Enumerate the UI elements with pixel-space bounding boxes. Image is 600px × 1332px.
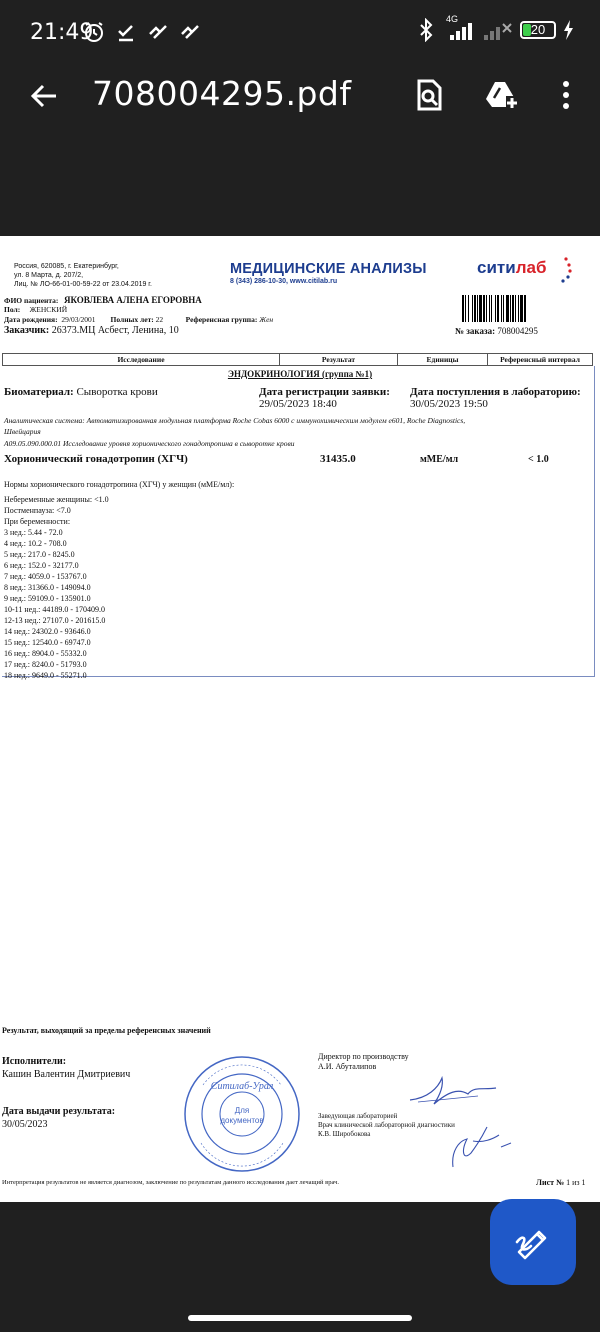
test-units: мМЕ/мл — [420, 454, 459, 465]
norm-line: 3 нед.: 5.44 - 72.0 — [4, 528, 63, 537]
address-line: ул. 8 Марта, д. 207/2, — [14, 272, 84, 279]
app-bar — [0, 64, 600, 128]
order-value: 708004295 — [497, 326, 538, 336]
biomaterial-label: Биоматериал: — [4, 386, 74, 398]
stamp-for: Для — [234, 1106, 250, 1115]
norm-line: 4 нед.: 10.2 - 708.0 — [4, 539, 67, 548]
citilab-logo — [477, 258, 546, 278]
performer-name: Кашин Валентин Дмитриевич — [2, 1069, 131, 1080]
network-type: 4G — [446, 14, 459, 24]
ref-group-value: Жен — [259, 315, 274, 324]
biomaterial-row — [4, 386, 158, 398]
test-name: Хорионический гонадотропин (ХГЧ) — [4, 453, 188, 465]
bluetooth-icon — [418, 18, 436, 42]
arrival-date-block — [410, 386, 581, 410]
edit-fab-button[interactable] — [490, 1199, 576, 1285]
file-title: 708004295.pdf — [92, 74, 352, 113]
disclaimer: Интерпретация результатов не является диагнозом, заключение по результатам данного исследования дает лечащий врач. — [2, 1179, 339, 1186]
biomaterial-value: Сыворотка крови — [76, 386, 158, 398]
director-block — [318, 1052, 409, 1072]
dob-value: 29/03/2001 — [61, 315, 96, 324]
back-arrow-icon[interactable] — [26, 78, 62, 114]
sheet-num: 1 — [566, 1178, 571, 1187]
norm-line: 17 нед.: 8240.0 - 51793.0 — [4, 660, 87, 669]
out-of-range-note: Результат, выходящий за пределы референсных значений — [2, 1026, 211, 1035]
head-block — [318, 1112, 455, 1139]
lab-stamp — [183, 1055, 301, 1173]
column-header: Единицы — [398, 354, 488, 365]
head-signature — [443, 1121, 513, 1171]
section-title: ЭНДОКРИНОЛОГИЯ (группа №1) — [227, 369, 373, 379]
arrival-value: 30/05/2023 19:50 — [410, 398, 488, 410]
sheet-number — [536, 1178, 586, 1187]
head-title-2: Врач клинической лабораторной диагностики — [318, 1121, 455, 1129]
test-reference: < 1.0 — [528, 454, 549, 465]
patient-name-row — [4, 295, 202, 305]
order-label: № заказа: — [455, 326, 496, 336]
head-title: Заведующая лабораторией — [318, 1112, 398, 1120]
issue-date-value: 30/05/2023 — [2, 1119, 48, 1130]
analytic-system-cont: Швейцария — [4, 427, 41, 436]
order-number — [455, 326, 538, 336]
customer-label: Заказчик: — [4, 325, 50, 336]
dob-label: Дата рождения: — [4, 315, 58, 324]
battery-icon — [520, 21, 556, 39]
norm-line: 5 нед.: 217.0 - 8245.0 — [4, 550, 75, 559]
header-contacts: 8 (343) 286-10-30, www.citilab.ru — [230, 278, 338, 285]
results-table-header — [2, 353, 593, 366]
reg-date-value: 29/05/2023 18:40 — [259, 398, 337, 410]
logo-text-accent: лаб — [515, 258, 547, 277]
sheet-label: Лист № — [536, 1178, 565, 1187]
sex-label: Пол: — [4, 305, 21, 314]
barcode — [462, 295, 550, 322]
sheet-total: 1 — [581, 1178, 586, 1187]
battery-level: 20 — [530, 22, 546, 37]
reg-date-block — [259, 386, 390, 410]
director-signature — [408, 1074, 498, 1110]
age-label: Полных лет: — [110, 315, 154, 324]
norm-line: 14 нед.: 24302.0 - 93646.0 — [4, 627, 91, 636]
patient-name: ЯКОВЛЕВА АЛЕНА ЕГОРОВНА — [64, 295, 202, 305]
column-header: Референсный интервал — [500, 355, 580, 364]
status-time: 21:49 — [30, 20, 94, 45]
arrival-label: Дата поступления в лабораторию: — [410, 386, 581, 398]
signal-icon — [442, 14, 476, 42]
search-document-icon[interactable] — [412, 78, 446, 112]
download-done-icon — [114, 20, 138, 44]
address-line: Россия, 620085, г. Екатеринбург, — [14, 263, 119, 270]
dob-row — [4, 315, 273, 324]
charging-icon — [562, 19, 574, 41]
norm-line: Небеременные женщины: <1.0 — [4, 495, 109, 504]
column-header: Результат — [280, 354, 398, 365]
sheet-of: из — [572, 1178, 580, 1187]
address-line: Лиц. № ЛО-66-01-00-59-22 от 23.04.2019 г. — [14, 281, 152, 288]
edit-pen-icon — [513, 1222, 553, 1262]
customer-value: 26373.МЦ Асбест, Ленина, 10 — [51, 325, 179, 336]
add-to-drive-icon[interactable] — [484, 78, 518, 112]
norm-line: 18 нед.: 9649.0 - 55271.0 — [4, 671, 87, 680]
alarm-icon — [82, 20, 106, 44]
norm-line: Нормы хорионического гонадотропина (ХГЧ) у женщин (мМЕ/мл): — [4, 480, 235, 489]
status-bar — [0, 0, 600, 64]
sync-icon-2 — [178, 20, 202, 44]
logo-text: сити — [477, 258, 516, 277]
sex-value: ЖЕНСКИЙ — [29, 305, 68, 314]
analytic-system: Аналитическая система: Автоматизированная модульная платформа Roche Cobas 6000 с иммунохимическим модулем e601, Roche Diagnostics, — [4, 416, 466, 425]
test-result: 31435.0 — [320, 453, 356, 465]
norm-line: 15 нед.: 12540.0 - 69747.0 — [4, 638, 91, 647]
age-value: 22 — [155, 315, 164, 324]
issue-date-label: Дата выдачи результата: — [2, 1106, 116, 1117]
customer-row — [4, 325, 179, 336]
stamp-name: Ситилаб-Урал — [210, 1081, 274, 1092]
header-title: МЕДИЦИНСКИЕ АНАЛИЗЫ — [230, 261, 427, 277]
norm-line: 12-13 нед.: 27107.0 - 201615.0 — [4, 616, 106, 625]
norm-line: 10-11 нед.: 44189.0 - 170409.0 — [4, 605, 106, 614]
test-code: А09.05.090.000.01 Исследование уровня хорионического гонадотропина в сыворотке крови — [4, 439, 295, 448]
signal-icon-2 — [482, 18, 514, 42]
stamp-docs: документов — [220, 1116, 264, 1125]
sync-icon — [146, 20, 170, 44]
norm-line: При беременности: — [4, 517, 71, 526]
director-title: Директор по производству — [318, 1052, 409, 1061]
director-name: А.И. Абуталипов — [318, 1062, 377, 1071]
norm-line: Постменпауза: <7.0 — [4, 506, 71, 515]
performers-label: Исполнители: — [2, 1056, 67, 1067]
column-header: Исследование — [3, 354, 280, 365]
ref-group-label: Референсная группа: — [185, 315, 258, 324]
lab-address — [14, 262, 152, 289]
reg-date-label: Дата регистрации заявки: — [259, 386, 390, 398]
head-name: К.В. Широбокова — [318, 1130, 371, 1138]
norm-line: 16 нед.: 8904.0 - 55332.0 — [4, 649, 87, 658]
norm-line: 7 нед.: 4059.0 - 153767.0 — [4, 572, 87, 581]
patient-label: ФИО пациента: — [4, 296, 59, 305]
logo-dots-icon — [560, 256, 572, 284]
sex-row — [4, 305, 67, 314]
norm-line: 8 нед.: 31366.0 - 149094.0 — [4, 583, 91, 592]
norm-line: 6 нед.: 152.0 - 32177.0 — [4, 561, 79, 570]
reference-norms-list — [4, 479, 234, 681]
pdf-page[interactable] — [0, 236, 600, 1202]
norm-line: 9 нед.: 59109.0 - 135901.0 — [4, 594, 91, 603]
more-vert-icon[interactable] — [552, 78, 580, 112]
header-block — [230, 261, 427, 285]
gesture-nav-handle[interactable] — [188, 1315, 412, 1321]
